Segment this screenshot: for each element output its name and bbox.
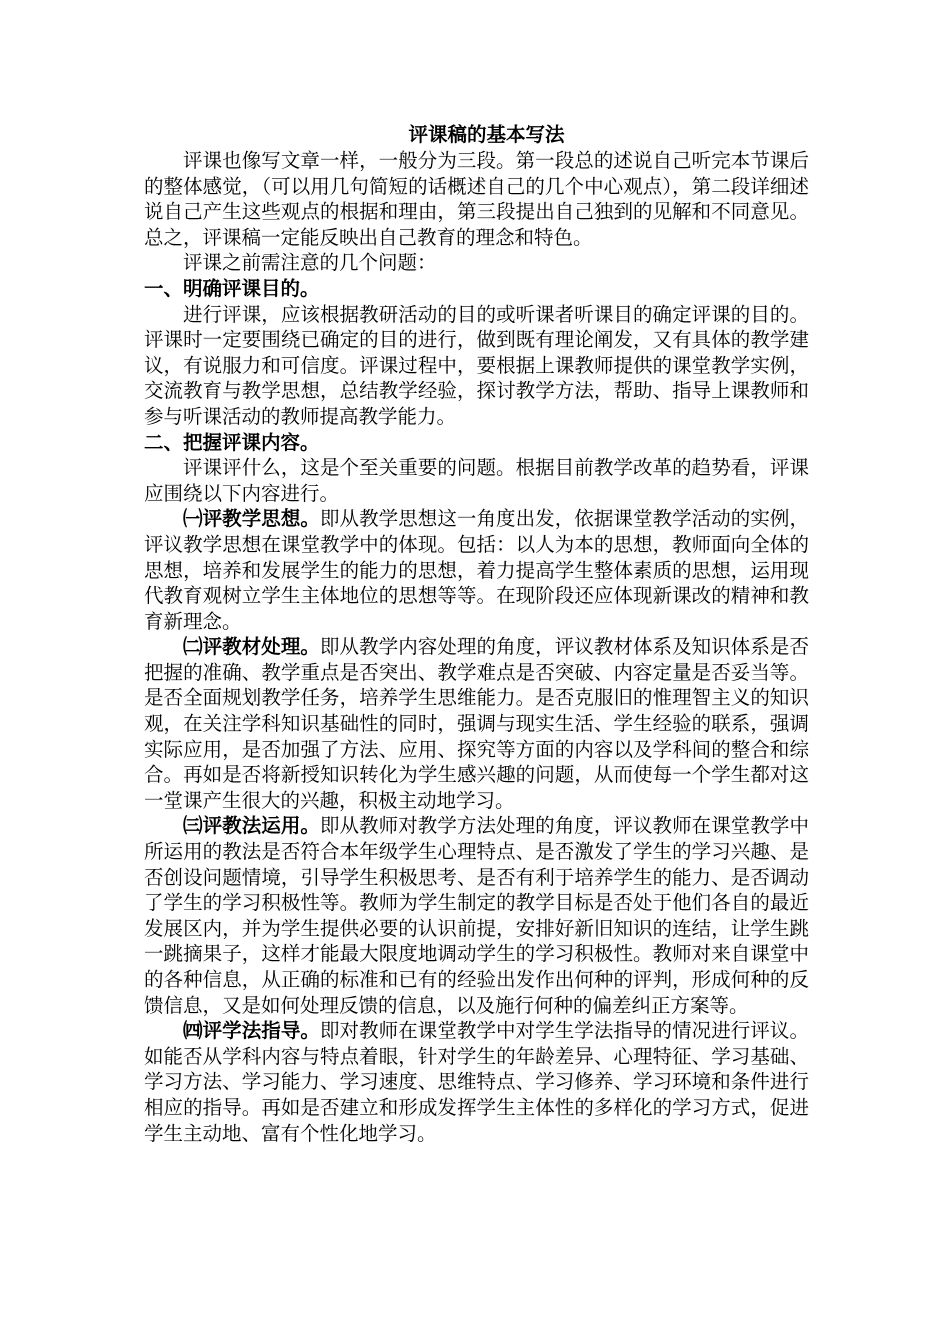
section-heading-2: 二、把握评课内容。: [144, 430, 320, 454]
item-lead-4: ㈣评学法指导。: [183, 1019, 320, 1043]
intro-paragraph: 评课也像写文章一样，一般分为三段。第一段总的述说自己听完本节课后的整体感觉，（可以用几句简短的话概述自己的几个中心观点），第二段详细述说自己产生这些观点的根据和理由，第三段提出自己独到的见解和不同意见。总之，评课稿一定能反映出自己教育的理念和特色。: [144, 149, 809, 249]
section-heading-1: 一、明确评课目的。: [144, 276, 320, 300]
item-text-3: 即从教师对教学方法处理的角度，评议教师在课堂教学中所运用的教法是否符合本年级学生心理特点、是否激发了学生的学习兴趣、是否创设问题情境，引导学生积极思考、是否有利于培养学生的能力、是否调动了学生的学习积极性等。教师为学生制定的教学目标是否处于他们各自的最近发展区内，并为学生提供必要的认识前提，安排好新旧知识的连结，让学生跳一跳摘果子，这样才能最大限度地调动学生的学习积极性。教师对来自课堂中的各种信息，从正确的标准和已有的经验出发作出何种的评判，形成何种的反馈信息，又是如何处理反馈的信息，以及施行何种的偏差纠正方案等。: [144, 814, 809, 1017]
item-lead-1: ㈠评教学思想。: [183, 507, 320, 531]
item-text-1: 即从教学思想这一角度出发，依据课堂教学活动的实例，评议教学思想在课堂教学中的体现。包括：以人为本的思想，教师面向全体的思想，培养和发展学生的能力的思想，着力提高学生整体素质的思想，运用现代教育观树立学生主体地位的思想等等。在现阶段还应体现新课改的精神和教育新理念。: [144, 507, 809, 633]
item-paragraph-4: [144, 1018, 809, 1146]
section-body-1: 进行评课，应该根据教研活动的目的或听课者听课目的确定评课的目的。评课时一定要围绕已确定的目的进行，做到既有理论阐发，又有具体的教学建议，有说服力和可信度。评课过程中，要根据上课教师提供的课堂教学实例，交流教育与教学思想，总结教学经验，探讨教学方法，帮助、指导上课教师和参与听课活动的教师提高教学能力。: [144, 302, 809, 428]
item-paragraph-2: [144, 634, 809, 813]
item-lead-2: ㈡评教材处理。: [183, 635, 320, 659]
page-title: 评课稿的基本写法: [408, 123, 565, 146]
section-body-2: 评课评什么，这是个至关重要的问题。根据目前教学改革的趋势看，评课应围绕以下内容进行。: [144, 456, 809, 505]
item-text-2: 即从教学内容处理的角度，评议教材体系及知识体系是否把握的准确、教学重点是否突出、教学难点是否突破、内容定量是否妥当等。是否全面规划教学任务，培养学生思维能力。是否克服旧的惟理智主义的知识观，在关注学科知识基础性的同时，强调与现实生活、学生经验的联系，强调实际应用，是否加强了方法、应用、探究等方面的内容以及学科间的整合和综合。再如是否将新授知识转化为学生感兴趣的问题，从而使每一个学生都对这一堂课产生很大的兴趣，积极主动地学习。: [144, 635, 809, 812]
issues-intro: 评课之前需注意的几个问题：: [183, 251, 437, 275]
item-text-4: 即对教师在课堂教学中对学生学法指导的情况进行评议。如能否从学科内容与特点着眼，针对学生的年龄差异、心理特征、学习基础、学习方法、学习能力、学习速度、思维特点、学习修养、学习环境和条件进行相应的指导。再如是否建立和形成发挥学生主体性的多样化的学习方式，促进学生主动地、富有个性化地学习。: [144, 1019, 809, 1145]
item-paragraph-3: [144, 813, 809, 1018]
item-lead-3: ㈢评教法运用。: [183, 814, 320, 838]
item-paragraph-1: [144, 506, 809, 634]
document-page: [144, 122, 809, 1146]
